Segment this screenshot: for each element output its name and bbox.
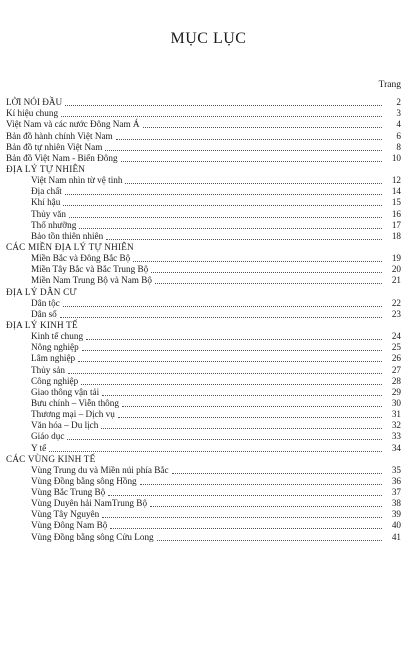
dot-leader [106, 239, 382, 240]
toc-entry-label: Vùng Đồng bằng sông Cửu Long [31, 531, 154, 542]
toc-entry-label: Dân số [31, 308, 57, 319]
toc-entry-label: Thương mại – Dịch vụ [31, 409, 115, 420]
dot-leader [118, 417, 382, 418]
toc-page-number: 32 [391, 420, 401, 431]
toc-entry-label: Bản đồ tự nhiên Việt Nam [6, 141, 103, 152]
dot-leader [121, 161, 382, 162]
toc-page-number: 15 [391, 197, 401, 208]
dot-leader [101, 428, 382, 429]
toc-page-number: 24 [391, 331, 401, 342]
toc-entry-label: Vùng Trung du và Miền núi phía Bắc [31, 464, 169, 475]
dot-leader [67, 439, 382, 440]
dot-leader [155, 283, 382, 284]
page-title: MỤC LỤC [170, 30, 247, 47]
dot-leader [172, 473, 382, 474]
toc-page-number: 29 [391, 386, 401, 397]
dot-leader [81, 384, 382, 385]
toc-entry[interactable] [6, 142, 401, 153]
toc-entry-label: ĐỊA LÝ DÂN CƯ [6, 286, 77, 297]
toc-page-number: 28 [391, 375, 401, 386]
dot-leader [102, 395, 382, 396]
dot-leader [105, 150, 382, 151]
toc-entry[interactable] [6, 364, 401, 375]
dot-leader [60, 317, 382, 318]
toc-entry-label: Vùng Bắc Trung Bộ [31, 487, 106, 498]
toc-entry-label: Bưu chính – Viễn thông [31, 397, 119, 408]
dot-leader [140, 484, 382, 485]
toc-entry-label: Kinh tế chung [31, 331, 84, 342]
toc-entry[interactable] [6, 331, 401, 342]
dot-leader [157, 540, 382, 541]
toc-page-number: 37 [391, 487, 401, 498]
toc-page-number: 8 [396, 141, 401, 152]
toc-entry-label: Vùng Đông Nam Bộ [31, 520, 108, 531]
toc-entry[interactable] [6, 186, 401, 197]
toc-entry-label: Lâm nghiệp [31, 353, 76, 364]
toc-entry-label: Thủy sản [31, 364, 65, 375]
toc-entry-label: CÁC MIỀN ĐỊA LÝ TỰ NHIÊN [6, 241, 134, 252]
toc-section-heading [6, 454, 401, 465]
toc-entry-label: Kí hiệu chung [6, 108, 59, 119]
toc-entry[interactable] [6, 442, 401, 453]
dot-leader [63, 205, 382, 206]
dot-leader [122, 406, 382, 407]
toc-entry[interactable] [6, 520, 401, 531]
toc-entry[interactable] [6, 197, 401, 208]
toc-section-heading [6, 320, 401, 331]
toc-section-heading [6, 286, 401, 297]
toc-entry[interactable] [6, 465, 401, 476]
dot-leader [79, 228, 382, 229]
toc-entry[interactable] [6, 431, 401, 442]
toc-entry[interactable] [6, 119, 401, 130]
dot-leader [65, 194, 382, 195]
toc-entry[interactable] [6, 376, 401, 387]
toc-page-number: 19 [391, 253, 401, 264]
toc-entry[interactable] [6, 353, 401, 364]
toc-page-number: 10 [391, 152, 401, 163]
dot-leader [63, 306, 382, 307]
toc-entry[interactable] [6, 108, 401, 119]
toc-page-number: 12 [391, 175, 401, 186]
toc-entry[interactable] [6, 387, 401, 398]
dot-leader [86, 339, 382, 340]
toc-entry[interactable] [6, 275, 401, 286]
toc-entry[interactable] [6, 208, 401, 219]
toc-entry-label: Miền Bắc và Đông Bắc Bộ [31, 253, 131, 264]
toc-entry[interactable] [6, 498, 401, 509]
toc-entry-label: Việt Nam và các nước Đông Nam Á [6, 119, 140, 130]
toc-page-number: 4 [396, 119, 401, 130]
toc-entry[interactable] [6, 130, 401, 141]
toc-entry-label: Vùng Tây Nguyên [31, 509, 100, 520]
toc-entry-label: ĐỊA LÝ KINH TẾ [6, 319, 78, 330]
toc-page-number: 18 [391, 230, 401, 241]
toc-entry-label: Thổ nhưỡng [31, 219, 77, 230]
dot-leader [61, 116, 382, 117]
dot-leader [116, 139, 382, 140]
toc-page-number: 40 [391, 520, 401, 531]
toc-entry-label: Dân tộc [31, 297, 60, 308]
dot-leader [108, 495, 382, 496]
toc-entry-label: Vùng Đồng bằng sông Hồng [31, 475, 137, 486]
table-of-contents [6, 97, 401, 543]
dot-leader [49, 451, 382, 452]
toc-entry-label: ĐỊA LÝ TỰ NHIÊN [6, 163, 86, 174]
toc-entry-label: Miền Tây Bắc và Bắc Trung Bộ [31, 264, 149, 275]
toc-page-number: 16 [391, 208, 401, 219]
toc-entry-label: Địa chất [31, 186, 62, 197]
toc-entry-label: Giáo dục [31, 431, 65, 442]
page-column-header: Trang [378, 80, 401, 90]
toc-entry-label: Bản đồ hành chính Việt Nam [6, 130, 113, 141]
toc-entry[interactable] [6, 264, 401, 275]
toc-page-number: 41 [391, 531, 401, 542]
toc-entry[interactable] [6, 409, 401, 420]
toc-page-number: 21 [391, 275, 401, 286]
toc-entry-label: LỜI NÓI ĐẦU [6, 97, 63, 108]
dot-leader [69, 217, 382, 218]
dot-leader [65, 105, 382, 106]
toc-page-number: 17 [391, 219, 401, 230]
dot-leader [151, 272, 382, 273]
toc-page-number: 3 [396, 108, 401, 119]
toc-entry[interactable] [6, 509, 401, 520]
toc-entry[interactable] [6, 153, 401, 164]
toc-page-number: 20 [391, 264, 401, 275]
dot-leader [133, 261, 382, 262]
toc-entry-label: Bảo tồn thiên nhiên [31, 230, 104, 241]
toc-page-number: 34 [391, 442, 401, 453]
toc-page-number: 39 [391, 509, 401, 520]
toc-entry-label: Bản đồ Việt Nam - Biển Đông [6, 152, 118, 163]
toc-entry[interactable] [6, 342, 401, 353]
toc-page-number: 23 [391, 308, 401, 319]
toc-page-number: 33 [391, 431, 401, 442]
toc-section-heading [6, 242, 401, 253]
toc-page-number: 22 [391, 297, 401, 308]
toc-entry[interactable] [6, 398, 401, 409]
toc-entry-label: Văn hóa – Du lịch [31, 420, 99, 431]
toc-entry[interactable] [6, 487, 401, 498]
dot-leader [110, 528, 382, 529]
toc-entry[interactable] [6, 220, 401, 231]
toc-entry-label: Vùng Duyên hải NamTrung Bộ [31, 498, 148, 509]
toc-page-number: 36 [391, 475, 401, 486]
toc-entry-label: Công nghiệp [31, 375, 79, 386]
toc-page-number: 38 [391, 498, 401, 509]
dot-leader [82, 350, 382, 351]
toc-entry[interactable] [6, 531, 401, 542]
dot-leader [102, 517, 382, 518]
dot-leader [78, 361, 382, 362]
toc-entry[interactable] [6, 253, 401, 264]
toc-entry[interactable] [6, 97, 401, 108]
dot-leader [125, 183, 382, 184]
toc-page-number: 31 [391, 409, 401, 420]
toc-entry[interactable] [6, 298, 401, 309]
toc-entry-label: Thủy văn [31, 208, 66, 219]
toc-entry-label: Y tế [31, 442, 47, 453]
toc-page-number: 25 [391, 342, 401, 353]
toc-entry-label: Giao thông vận tải [31, 386, 100, 397]
toc-page-number: 2 [396, 97, 401, 108]
dot-leader [68, 373, 382, 374]
toc-page-number: 6 [396, 130, 401, 141]
dot-leader [150, 506, 382, 507]
dot-leader [143, 127, 382, 128]
toc-entry[interactable] [6, 231, 401, 242]
toc-entry-label: Việt Nam nhìn từ vệ tinh [31, 175, 123, 186]
toc-entry-label: CÁC VÙNG KINH TẾ [6, 453, 96, 464]
toc-page-number: 30 [391, 397, 401, 408]
toc-entry-label: Nông nghiệp [31, 342, 79, 353]
toc-entry-label: Khí hậu [31, 197, 61, 208]
toc-section-heading [6, 164, 401, 175]
toc-page-number: 27 [391, 364, 401, 375]
toc-entry-label: Miền Nam Trung Bộ và Nam Bộ [31, 275, 152, 286]
toc-page-number: 14 [391, 186, 401, 197]
toc-page-number: 26 [391, 353, 401, 364]
toc-entry[interactable] [6, 175, 401, 186]
toc-entry[interactable] [6, 476, 401, 487]
toc-entry[interactable] [6, 420, 401, 431]
toc-entry[interactable] [6, 309, 401, 320]
toc-page-number: 35 [391, 464, 401, 475]
